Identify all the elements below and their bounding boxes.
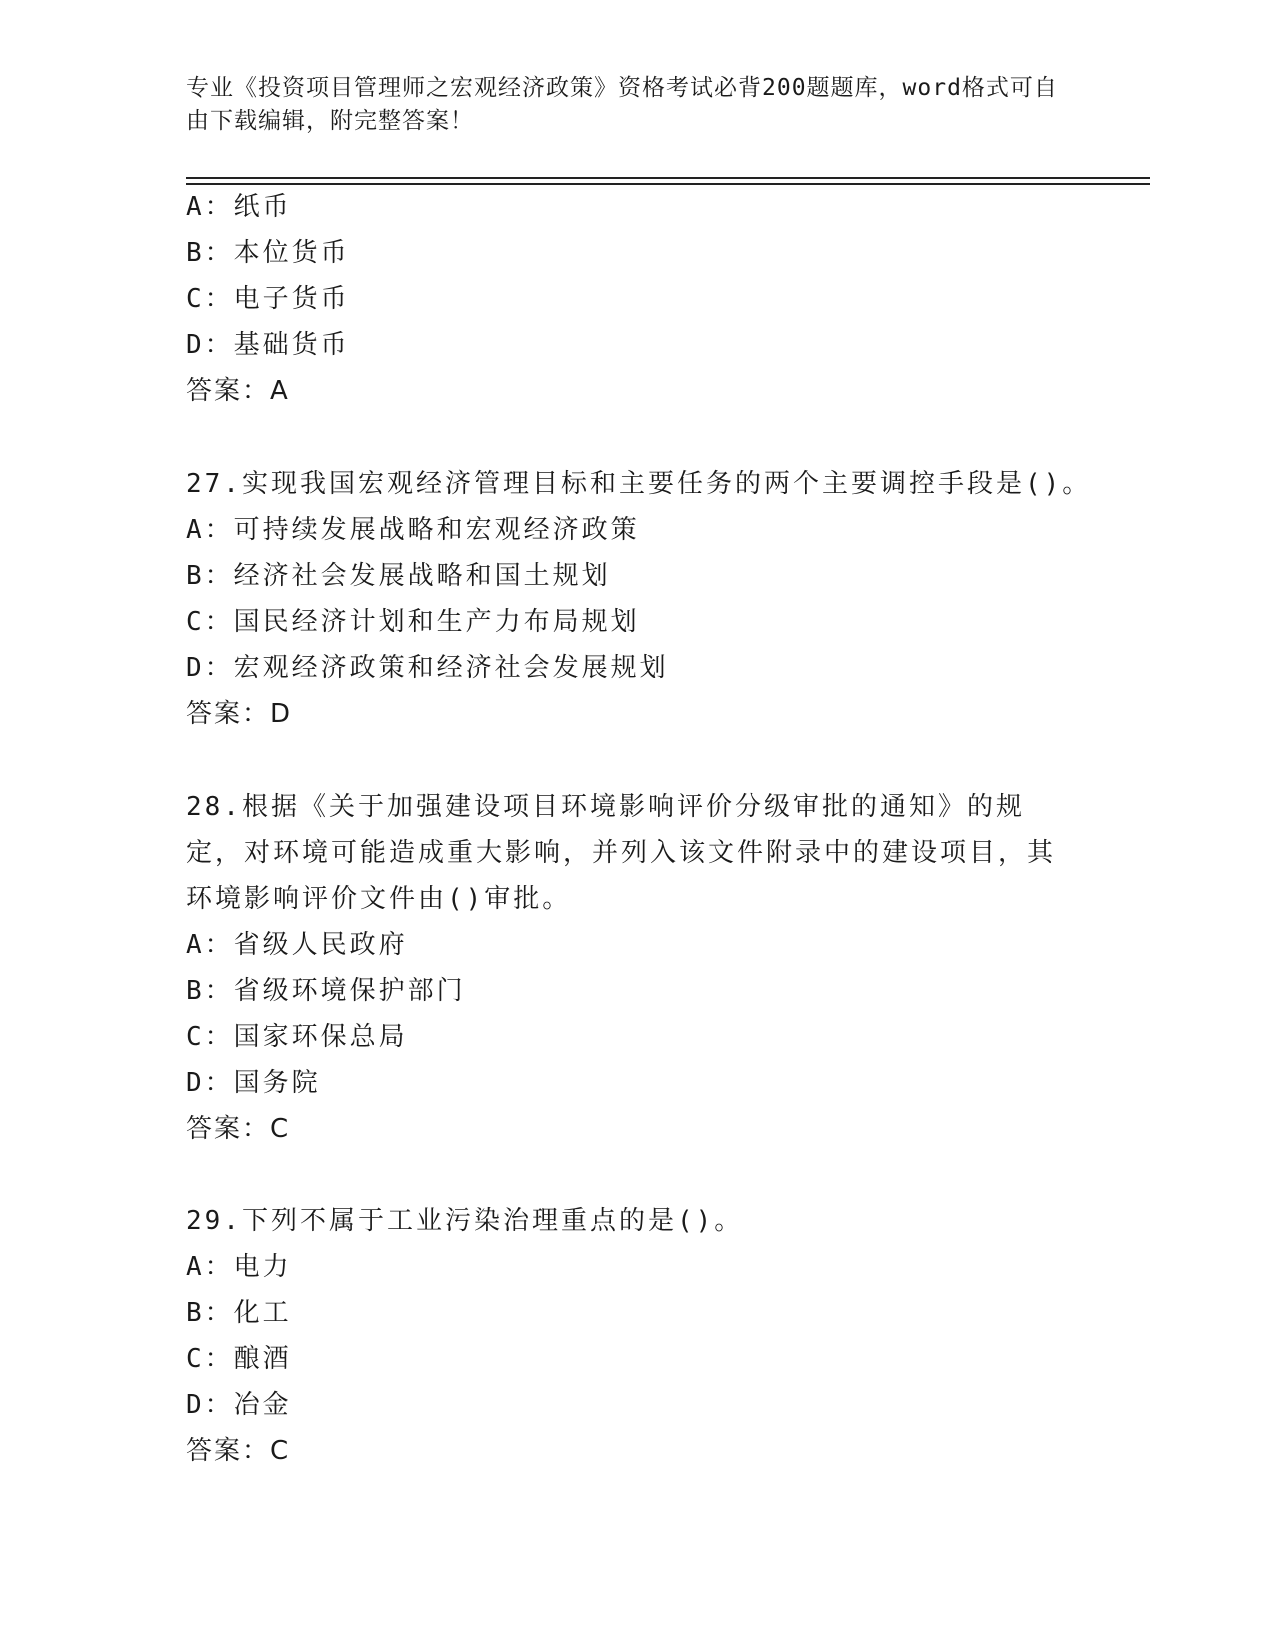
question-27 [186, 461, 1092, 737]
question-29 [186, 1198, 1066, 1474]
question-text: 28.根据《关于加强建设项目环境影响评价分级审批的通知》的规定，对环境可能造成重大影响，并列入该文件附录中的建设项目，其环境影响评价文件由()审批。 [186, 792, 1057, 914]
answer-line: 答案：C [186, 1114, 291, 1144]
option-b: B：省级环境保护部门 [186, 976, 466, 1006]
option-c: C：酿酒 [186, 1344, 292, 1374]
prev-question [186, 184, 1066, 414]
option-d: D：宏观经济政策和经济社会发展规划 [186, 653, 669, 683]
option-b: B：化工 [186, 1298, 292, 1328]
option-a: A：省级人民政府 [186, 930, 408, 960]
answer-line: 答案：A [186, 376, 290, 406]
option-d: D：冶金 [186, 1390, 292, 1420]
question-text: 29.下列不属于工业污染治理重点的是()。 [186, 1206, 744, 1236]
option-b: B：本位货币 [186, 238, 350, 268]
option-c: C：国家环保总局 [186, 1022, 408, 1052]
option-c: C：电子货币 [186, 284, 350, 314]
question-28 [186, 784, 1066, 1152]
answer-line: 答案：C [186, 1436, 291, 1466]
answer-line: 答案：D [186, 699, 293, 729]
option-a: A：电力 [186, 1252, 292, 1282]
option-c: C：国民经济计划和生产力布局规划 [186, 607, 640, 637]
option-d: D：基础货币 [186, 330, 350, 360]
option-d: D：国务院 [186, 1068, 321, 1098]
option-a: A：可持续发展战略和宏观经济政策 [186, 515, 640, 545]
option-a: A：纸币 [186, 192, 292, 222]
question-text: 27.实现我国宏观经济管理目标和主要任务的两个主要调控手段是()。 [186, 469, 1092, 499]
header-divider-top [186, 177, 1150, 179]
document-intro: 专业《投资项目管理师之宏观经济政策》资格考试必背200题题库，word格式可自由下载编辑，附完整答案！ [186, 75, 1058, 134]
option-b: B：经济社会发展战略和国土规划 [186, 561, 611, 591]
